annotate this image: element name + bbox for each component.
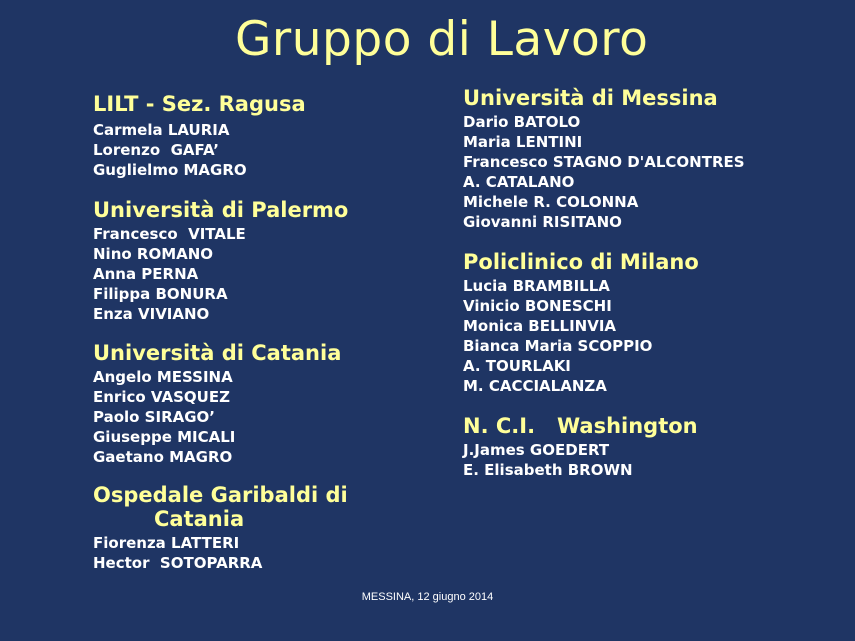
member-name: Hector SOTOPARRA [93,554,263,572]
group-nci-washington [463,414,843,480]
member-name: M. CACCIALANZA [463,377,607,395]
member-name: Michele R. COLONNA [463,193,639,211]
member-name: Angelo MESSINA [93,368,233,386]
group-heading: LILT - Sez. Ragusa [93,92,306,116]
group-policlinico-milano [463,250,843,396]
group-heading: Università di Catania [93,341,342,365]
member-name: Monica BELLINVIA [463,317,617,335]
member-name: Lucia BRAMBILLA [463,277,610,295]
member-name: Enrico VASQUEZ [93,388,230,406]
group-heading-line2: Catania [154,507,245,531]
group-heading-line1: Ospedale Garibaldi di [93,483,348,507]
member-name: Anna PERNA [93,265,199,283]
group-heading: Università di Palermo [93,198,349,222]
member-name: A. CATALANO [463,173,575,191]
member-name: Giuseppe MICALI [93,428,236,446]
member-name: Francesco STAGNO D'ALCONTRES [463,153,745,171]
member-name: Maria LENTINI [463,133,583,151]
group-heading: Università di Messina [463,86,718,110]
left-column [93,92,453,573]
group-ospedale-garibaldi [93,483,453,573]
slide-title: Gruppo di Lavoro [235,12,649,67]
member-name: Dario BATOLO [463,113,581,131]
group-heading [93,483,453,531]
group-universita-catania [93,341,453,467]
member-name: Paolo SIRAGO’ [93,408,215,426]
member-name: Guglielmo MAGRO [93,161,247,179]
member-name: A. TOURLAKI [463,357,571,375]
group-universita-messina [463,86,843,232]
member-name: Bianca Maria SCOPPIO [463,337,653,355]
member-name: Giovanni RISITANO [463,213,622,231]
member-name: E. Elisabeth BROWN [463,461,633,479]
group-universita-palermo [93,198,453,324]
slide-footer: MESSINA, 12 giugno 2014 [361,591,494,603]
group-heading: N. C.I. Washington [463,414,698,438]
member-name: Gaetano MAGRO [93,448,233,466]
member-name: Carmela LAURIA [93,121,230,139]
right-column [463,86,843,480]
member-name: Enza VIVIANO [93,305,210,323]
member-name: J.James GOEDERT [463,441,610,459]
group-lilt-ragusa [93,92,453,180]
member-name: Nino ROMANO [93,245,214,263]
member-name: Lorenzo GAFA’ [93,141,219,159]
member-name: Vinicio BONESCHI [463,297,612,315]
group-heading: Policlinico di Milano [463,250,699,274]
member-name: Francesco VITALE [93,225,246,243]
member-name: Filippa BONURA [93,285,228,303]
member-name: Fiorenza LATTERI [93,534,240,552]
